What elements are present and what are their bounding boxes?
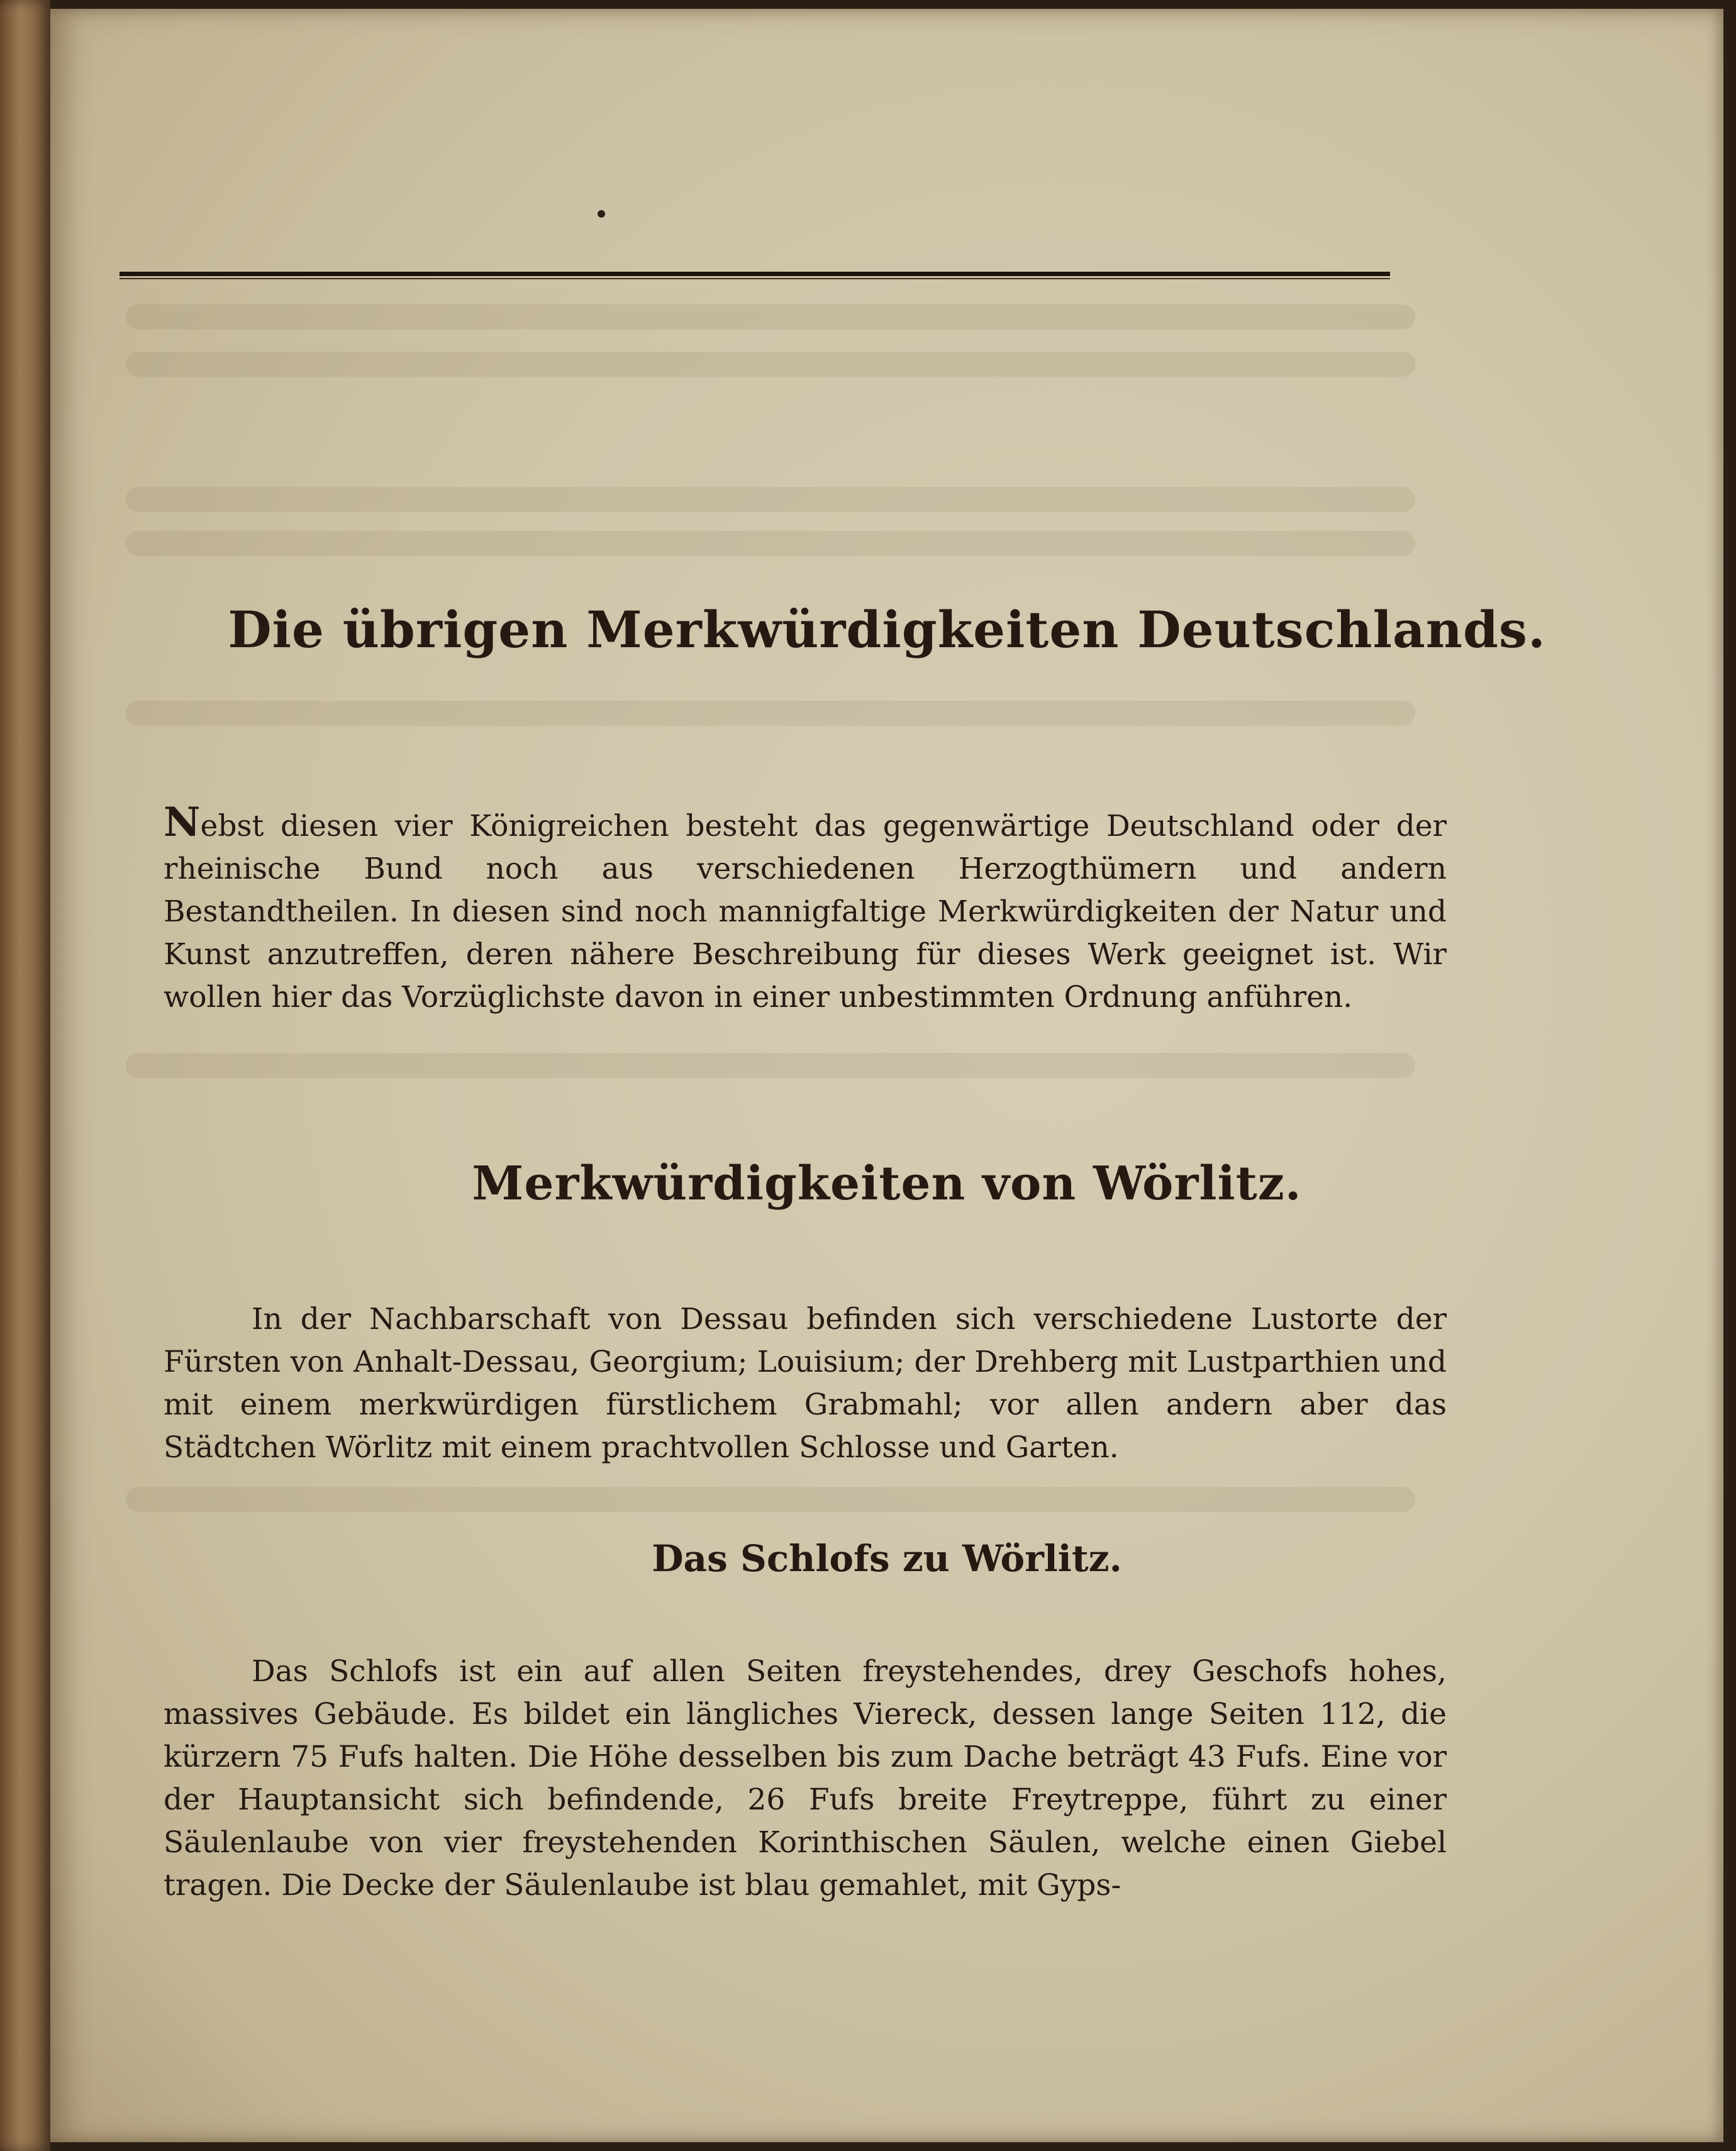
bleed-through (126, 1487, 1415, 1512)
book-page (50, 9, 1723, 2142)
header-rule-thin (120, 278, 1390, 279)
schloss-paragraph: Das Schlofs ist ein auf allen Seiten freystehendes, drey Geschofs hohes, massives Gebäude. Es bildet ein längliches Viereck, dessen lange Seiten 112, die kürzern 75 Fufs halten. Die Höhe desselben bis zum Dache beträgt 43 Fufs. Eine vor der Hauptansicht sich befindende, 26 Fufs breite Freytreppe, führt zu einer Säulenlaube von vier freystehenden Korinthischen Säulen, welche einen Giebel tragen. Die Decke der Säulenlaube ist blau gemahlet, mit Gyps- (164, 1654, 1447, 1903)
bleed-through (126, 352, 1415, 377)
subsection-title: Das Schlofs zu Wörlitz. (652, 1537, 1122, 1580)
ink-speck (598, 210, 605, 218)
initial-letter: N (164, 799, 201, 846)
header-rule (120, 272, 1390, 276)
bleed-through (126, 487, 1415, 512)
page-title: Die übrigen Merkwürdigkeiten Deutschlands. (228, 600, 1546, 659)
bleed-through (126, 1053, 1415, 1078)
bleed-through (126, 304, 1415, 330)
left-page-edge (0, 0, 50, 2151)
section-title: Merkwürdigkeiten von Wörlitz. (472, 1157, 1302, 1211)
bleed-through (126, 701, 1415, 726)
bleed-through (126, 531, 1415, 556)
woerlitz-paragraph: In der Nachbarschaft von Dessau befinden sich verschiedene Lustorte der Fürsten von Anhalt-Dessau, Georgium; Louisium; der Drehberg mit Lustparthien und mit einem merkwürdigen fürstlichem Grabmahl; vor allen andern aber das Städtchen Wörlitz mit einem prachtvollen Schlosse und Garten. (164, 1302, 1447, 1465)
intro-paragraph (164, 801, 1447, 1019)
intro-paragraph-text: ebst diesen vier Königreichen besteht das gegenwärtige Deutschland oder der rheinische Bund noch aus verschiedenen Herzogthümern und andern Bestandtheilen. In diesen sind noch mannigfaltige Merkwürdigkeiten der Natur und Kunst anzutreffen, deren nähere Beschreibung für dieses Werk geeignet ist. Wir wollen hier das Vorzüglichste davon in einer unbestimmten Ordnung anführen. (164, 809, 1447, 1014)
